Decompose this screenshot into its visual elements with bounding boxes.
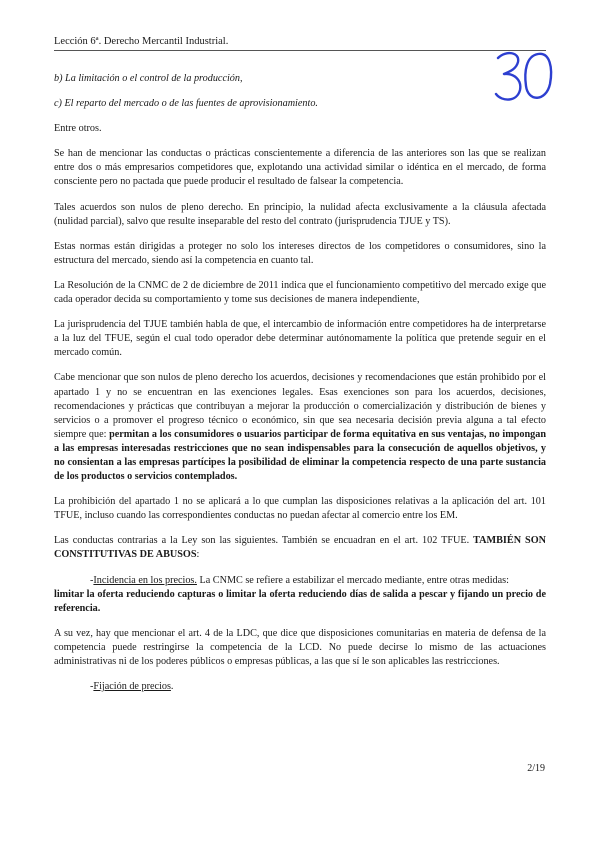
header-divider: [54, 50, 546, 51]
fijacion-dash: -: [90, 681, 94, 693]
paragraph-prohibicion: La prohibición del apartado 1 no se aplicará a lo que cumplan las disposiciones relativas a la aplicación del art. 101 TFUE, incluso cuando las correspondientes conductas no puedan afectar al comercio entre los EM.: [54, 496, 546, 522]
fijacion-period: .: [170, 681, 174, 693]
exenciones-text: Cabe mencionar que son nulos de pleno derecho los acuerdos, decisiones y recomendaciones que están prohibido por el apartado 1 y no se encuentran en las exenciones legales. Esas exenciones son para los acuerdos, decisiones, recomendaciones y prácticas que contribuyan a mejorar la producción o comercialización y distribución de bienes y servicios o a promover el progreso técnico o económico, sin que sea necesaria decisión previa alguna a tal efecto siempre que:: [54, 372, 546, 440]
paragraph-exenciones: [54, 371, 546, 484]
paragraph-art4-ldc: A su vez, hay que mencionar el art. 4 de la LDC, que dice que disposiciones comunitarias en materia de defensa de la competencia puede restringirse la competencia de la LCD. No puede decirse lo mismo de las actuaciones administrativas ni de los poderes públicos o empresas públicas, a las que sí le son aplicables las restricciones.: [54, 627, 546, 667]
paragraph-fijacion-precios: [54, 680, 546, 694]
incidencia-text: La CNMC se refiere a estabilizar el mercado mediante, entre otras medidas:: [196, 574, 509, 586]
fijacion-heading: Fijación de precios: [93, 681, 171, 693]
paragraph-conductas-contrarias: [54, 534, 546, 562]
list-item-b: b) La limitación o el control de la producción,: [54, 73, 243, 84]
paragraph-incidencia-medidas: [54, 588, 546, 616]
paragraph-normas: Estas normas están dirigidas a proteger no solo los intereses directos de los competidores o consumidores, sino la estructura del mercado, siendo así la competencia en cuanto tal.: [54, 240, 546, 266]
paragraph-nulidad: Tales acuerdos son nulos de pleno derecho. En principio, la nulidad afecta exclusivamente a la cláusula afectada (nulidad parcial), salvo que resulte inseparable del resto del contrato (jurisprudencia TJUE y TS).: [54, 201, 546, 227]
paragraph-conductas-conscientes: Se han de mencionar las conductas o prácticas conscientemente a diferencia de las anteriores son las que se realizan entre dos o más empresarios competidores que, explotando una actividad similar o idéntica en el mercado, de forma consciente pero no pactada que puede producir el resultado de falsear la competencia.: [54, 148, 546, 188]
paragraph-resolucion-cnmc: La Resolución de la CNMC de 2 de diciembre de 2011 indica que el funcionamiento competitivo del mercado exige que cada operador decida su comportamiento y tome sus decisiones de manera independiente,: [54, 279, 546, 306]
paragraph-jurisprudencia-tjue: La jurisprudencia del TJUE también habla de que, el intercambio de información entre competidores ha de interpretarse a la luz del TFUE, según el cual todo operador debe determinar autónomamente la política que pretende seguir en el mercado común.: [54, 319, 546, 359]
list-item-c: c) El reparto del mercado o de las fuentes de aprovisionamiento.: [54, 98, 318, 110]
contrarias-colon: :: [196, 549, 200, 561]
incidencia-dash: -: [90, 574, 94, 586]
document-body: [54, 72, 546, 705]
incidencia-measures: limitar la oferta reduciendo capturas o limitar la oferta reduciendo días de salida a pescar y fijando un precio de referencia.: [54, 588, 546, 614]
contrarias-text: Las conductas contrarias a la Ley son las siguientes. También se encuadran en el art. 102 TFUE.: [54, 535, 474, 547]
exenciones-conditions: permitan a los consumidores o usuarios participar de forma equitativa en sus ventajas, no impongan a las empresas interesadas restricciones que no sean indispensables para la consecución de aquellos objetivos, y no consientan a las empresas partícipes la posibilidad de eliminar la competencia respecto de una parte sustancia de los productos o servicios contemplados.: [54, 428, 546, 483]
contrarias-emphasis: TAMBIÉN SON CONSTITUTIVAS DE ABUSOS: [54, 535, 546, 561]
paragraph-entre-otros: Entre otros.: [54, 123, 102, 135]
page-number: 2/19: [527, 763, 545, 774]
paragraph-incidencia-precios: [54, 574, 546, 588]
incidencia-heading: Incidencia en los precios.: [93, 574, 197, 586]
page-header: Lección 6ª. Derecho Mercantil Industrial.: [54, 36, 229, 47]
